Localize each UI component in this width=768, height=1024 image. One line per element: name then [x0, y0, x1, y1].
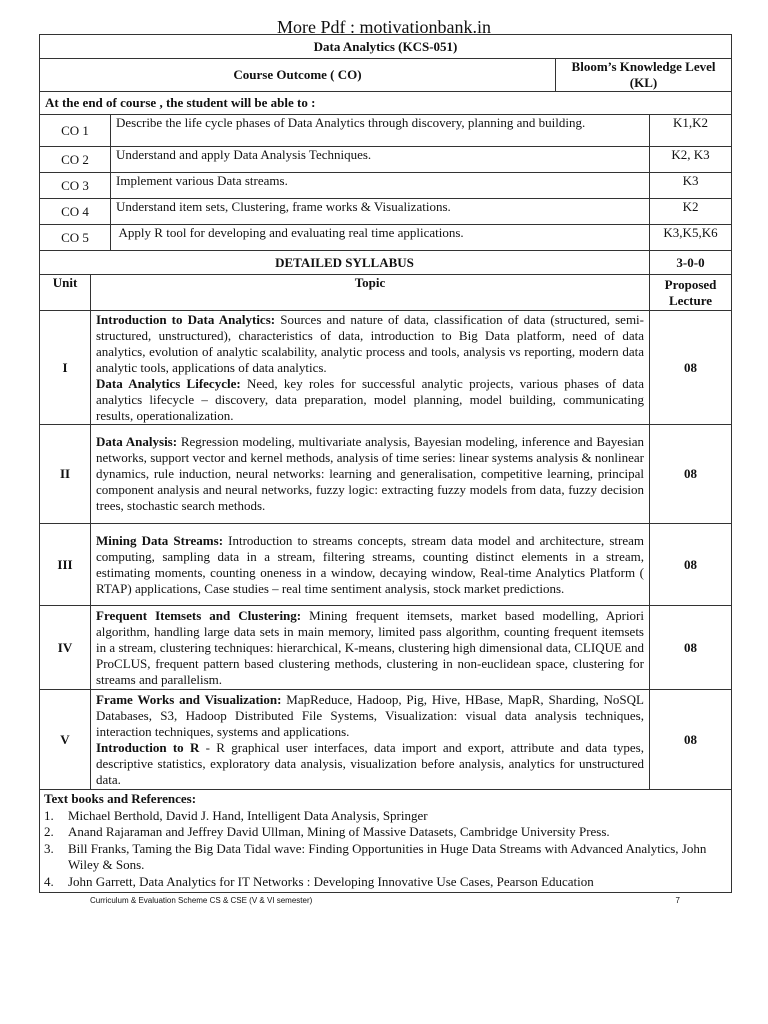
unit-row [40, 690, 732, 790]
topic-description: Sources and nature of data, classification of data (structured, semi-structured, unstructured), characteristics of data, introduction to Big Data platform, need of data analytics, evolution of analytic scalability, analytic process and tools, analysis vs reporting, modern data analytic tools, applications of data analytics. [96, 311, 644, 375]
co-code: CO 3 [40, 173, 111, 199]
ltp-value: 3-0-0 [650, 251, 732, 275]
reference-text: Bill Franks, Taming the Big Data Tidal wave: Finding Opportunities in Huge Data Streams with Advanced Analytics, John Wiley & Sons. [68, 840, 707, 872]
unit-row [40, 311, 732, 425]
page-number: 7 [675, 896, 680, 905]
co-code: CO 2 [40, 147, 111, 173]
references-heading: Text books and References: [44, 791, 197, 806]
unit-number: I [40, 311, 91, 425]
topic-description: Regression modeling, multivariate analysis, Bayesian modeling, inference and Bayesian networks, support vector and kernel methods, analysis of time series: linear systems analysis & nonlinear dynamics, rule induction, neural networks: learning and generalisation, competitive learning, principal component analysis and neural networks, fuzzy logic: extracting fuzzy models from data, fuzzy decision trees, stochastic search methods. [96, 434, 644, 513]
co-row [40, 147, 732, 173]
co-text: Understand item sets, Clustering, frame works & Visualizations. [111, 199, 650, 225]
footer-text: Curriculum & Evaluation Scheme CS & CSE (V & VI semester) [90, 896, 313, 905]
topic-title: Mining Data Streams: [96, 532, 224, 548]
co-code: CO 4 [40, 199, 111, 225]
topic-description: MapReduce, Hadoop, Pig, Hive, HBase, MapR, Sharding, NoSQL Databases, S3, Hadoop Distributed File Systems, Visualization: visual data analysis techniques, interaction techniques, systems and applications. [96, 691, 644, 739]
unit-topic [91, 606, 650, 690]
co-code: CO 5 [40, 225, 111, 251]
syllabus-heading: DETAILED SYLLABUS [40, 251, 650, 275]
reference-text: John Garrett, Data Analytics for IT Networks : Developing Innovative Use Cases, Pearson Education [68, 873, 594, 889]
co-row [40, 199, 732, 225]
reference-text: Anand Rajaraman and Jeffrey David Ullman, Mining of Massive Datasets, Cambridge University Press. [68, 824, 610, 839]
co-code: CO 1 [40, 115, 111, 147]
co-text: Understand and apply Data Analysis Techniques. [111, 147, 650, 173]
unit-number: III [40, 524, 91, 606]
unit-topic [91, 524, 650, 606]
unit-row [40, 606, 732, 690]
reference-number: 3. [44, 840, 54, 856]
syllabus-table [39, 34, 732, 893]
co-kl: K3 [650, 173, 732, 199]
reference-item [44, 841, 727, 874]
unit-topic [91, 425, 650, 524]
course-title: Data Analytics (KCS-051) [40, 35, 732, 59]
reference-text: Michael Berthold, David J. Hand, Intelligent Data Analysis, Springer [68, 807, 428, 823]
topic-title: Frequent Itemsets and Clustering: [96, 607, 302, 623]
co-text: Implement various Data streams. [111, 173, 650, 199]
co-row [40, 225, 732, 251]
co-header-outcome: Course Outcome ( CO) [40, 59, 556, 92]
references-section [40, 790, 732, 893]
topic-header: Topic [91, 275, 650, 311]
unit-row [40, 425, 732, 524]
topic-title: Introduction to R [96, 739, 200, 755]
unit-number: II [40, 425, 91, 524]
unit-header: Unit [40, 275, 91, 311]
unit-row [40, 524, 732, 606]
co-text: Describe the life cycle phases of Data Analytics through discovery, planning and building. [111, 115, 650, 147]
unit-topic [91, 690, 650, 790]
page-footer [90, 896, 680, 905]
co-kl: K3,K5,K6 [650, 225, 732, 251]
co-row [40, 173, 732, 199]
unit-lecture: 08 [650, 311, 732, 425]
unit-number: IV [40, 606, 91, 690]
unit-number: V [40, 690, 91, 790]
topic-description: Mining frequent itemsets, market based modelling, Apriori algorithm, handling large data sets in main memory, limited pass algorithm, counting frequent itemsets in a stream, clustering techniques: hierarchical, K-means, clustering high dimensional data, CLIQUE and ProCLUS, frequent pattern based clustering methods, clustering in non-euclidean space, clustering for streams and parallelism. [96, 607, 644, 687]
page-banner: More Pdf : motivationbank.in [277, 17, 491, 37]
topic-title: Frame Works and Visualization: [96, 691, 282, 707]
co-kl: K1,K2 [650, 115, 732, 147]
unit-topic [91, 311, 650, 425]
co-text: Apply R tool for developing and evaluating real time applications. [111, 225, 650, 251]
reference-item [44, 824, 727, 841]
reference-item [44, 874, 727, 891]
co-row [40, 115, 732, 147]
topic-title: Data Analysis: [96, 434, 178, 449]
reference-number: 1. [44, 807, 54, 823]
topic-description: Introduction to streams concepts, stream data model and architecture, stream computing, sampling data in a stream, filtering streams, counting distinct elements in a stream, estimating moments, counting oneness in a window, decaying window, Real-time Analytics Platform ( RTAP) applications, Case studies – real time sentiment analysis, stock market predictions. [96, 532, 644, 596]
unit-lecture: 08 [650, 690, 732, 790]
co-kl: K2 [650, 199, 732, 225]
topic-title: Data Analytics Lifecycle: [96, 375, 241, 391]
unit-lecture: 08 [650, 524, 732, 606]
lecture-header: Proposed Lecture [650, 275, 732, 311]
references-list [44, 808, 727, 891]
unit-lecture: 08 [650, 606, 732, 690]
co-kl: K2, K3 [650, 147, 732, 173]
reference-number: 4. [44, 873, 54, 889]
topic-description: - R graphical user interfaces, data import and export, attribute and data types, descriptive statistics, exploratory data analysis, visualization before analysis, analytics for unstructured data. [96, 739, 644, 787]
topic-title: Introduction to Data Analytics: [96, 311, 276, 327]
intro-statement: At the end of course , the student will be able to : [40, 92, 732, 115]
co-header-level: Bloom’s Knowledge Level (KL) [556, 59, 732, 92]
reference-item [44, 808, 727, 825]
topic-description: Need, key roles for successful analytic projects, various phases of data analytics lifecycle – discovery, data preparation, model planning, model building, communicating results, operationalization. [96, 375, 644, 423]
reference-number: 2. [44, 824, 54, 839]
unit-lecture: 08 [650, 425, 732, 524]
